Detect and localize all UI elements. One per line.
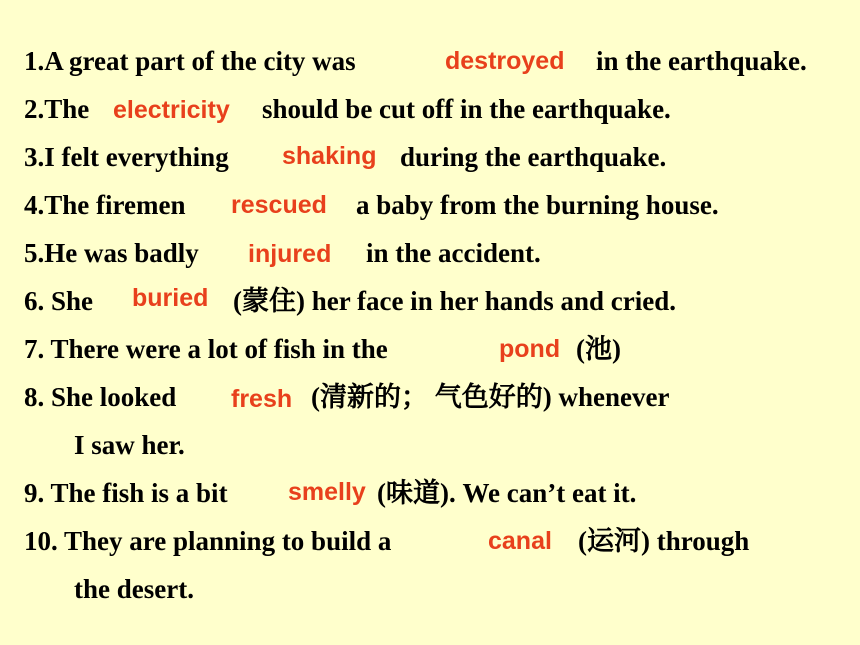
answer-1: destroyed [445,47,565,75]
sentence-3-post: during the earthquake. [400,142,667,172]
sentence-7-post: (池) [576,334,621,364]
sentence-10-continuation: the desert. [74,574,194,604]
sentence-8-continuation: I saw her. [74,430,185,460]
answer-7: pond [499,335,561,363]
answer-9: smelly [288,478,366,506]
sentence-3-pre: 3.I felt everything [24,142,229,172]
answer-10: canal [488,527,552,555]
answer-6: buried [132,284,209,312]
answer-3: shaking [282,142,377,170]
sentence-7-pre: 7. There were a lot of fish in the [24,334,388,364]
sentence-1-post: in the earthquake. [596,46,807,76]
sentence-10-pre: 10. They are planning to build a [24,526,392,556]
answer-4: rescued [231,191,327,219]
sentence-6-post: (蒙住) her face in her hands and cried. [233,286,677,316]
sentence-8-pre: 8. She looked [24,382,177,412]
sentence-6-pre: 6. She [24,286,94,316]
sentence-8-post: (清新的； 气色好的) whenever [311,382,670,412]
sentence-5-pre: 5.He was badly [24,238,199,268]
sentence-4-post: a baby from the burning house. [356,190,719,220]
sentence-2-pre: 2.The [24,94,90,124]
answer-5: injured [248,240,332,268]
answer-8: fresh [231,385,293,413]
sentence-9-pre: 9. The fish is a bit [24,478,228,508]
sentence-9-post: (味道). We can’t eat it. [377,478,637,508]
sentence-4-pre: 4.The firemen [24,190,186,220]
sentence-10-post: (运河) through [578,526,750,556]
answer-2: electricity [113,96,230,124]
sentence-5-post: in the accident. [366,238,541,268]
sentence-1-pre: 1.A great part of the city was [24,46,356,76]
sentence-2-post: should be cut off in the earthquake. [262,94,671,124]
